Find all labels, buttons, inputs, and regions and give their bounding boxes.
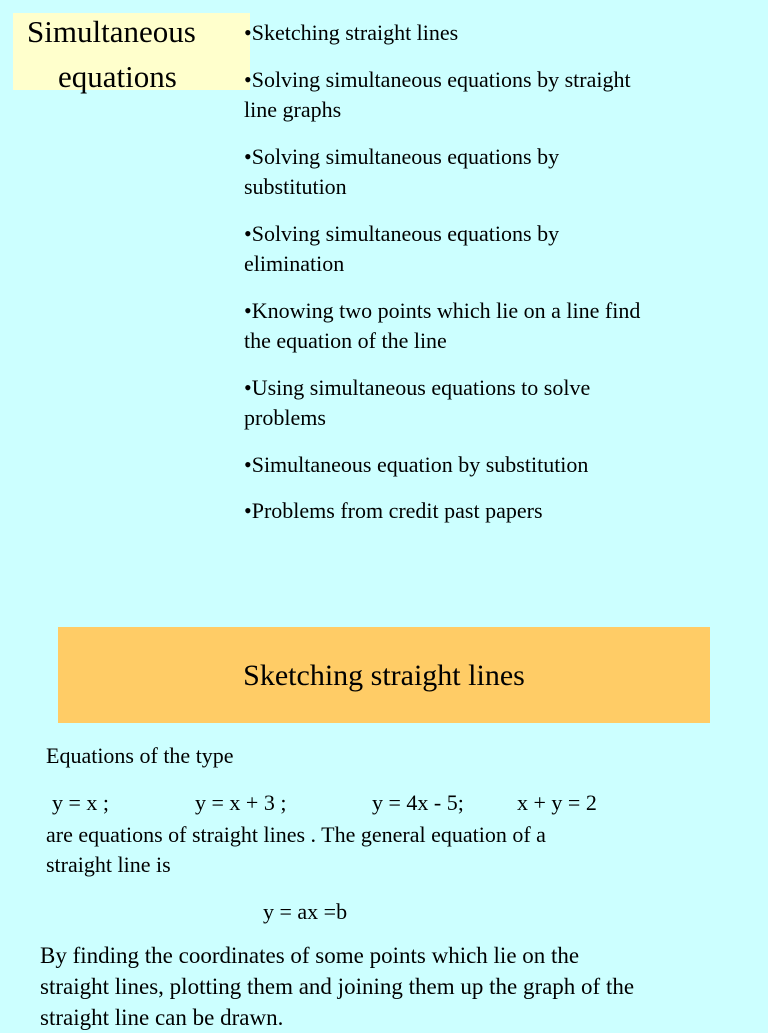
topic-item[interactable]: • Simultaneous equation by substitution xyxy=(244,450,664,481)
title-line-2: equations xyxy=(58,59,177,94)
topic-item[interactable]: • Solving simultaneous equations by substitution xyxy=(244,142,664,203)
topic-item[interactable]: • Solving simultaneous equations by straight line graphs xyxy=(244,65,664,126)
closing-line-2: straight lines, plotting them and joining them up the graph of the xyxy=(40,974,635,999)
general-equation: y = ax =b xyxy=(263,899,348,924)
topic-item[interactable]: • Problems from credit past papers xyxy=(244,496,664,527)
explanation-line-1: are equations of straight lines . The general equation of a xyxy=(46,822,546,847)
example-equation: y = x ; xyxy=(52,790,110,815)
topic-item[interactable]: • Sketching straight lines xyxy=(244,18,664,49)
section-heading: Sketching straight lines xyxy=(243,659,525,692)
topic-item[interactable]: • Solving simultaneous equations by elimination xyxy=(244,219,664,280)
topic-list xyxy=(244,18,664,543)
topic-item[interactable]: • Using simultaneous equations to solve problems xyxy=(244,373,664,434)
intro-text: Equations of the type xyxy=(46,743,234,768)
example-equation: y = x + 3 ; xyxy=(195,790,287,815)
closing-line-3: straight line can be drawn. xyxy=(40,1005,284,1030)
title-line-1: Simultaneous xyxy=(27,14,196,49)
explanation-line-2: straight line is xyxy=(46,852,171,877)
closing-line-1: By finding the coordinates of some points which lie on the xyxy=(40,943,580,968)
example-equation: y = 4x - 5; xyxy=(372,790,464,815)
topic-item[interactable]: • Knowing two points which lie on a line find the equation of the line xyxy=(244,296,664,357)
example-equation: x + y = 2 xyxy=(517,790,597,815)
